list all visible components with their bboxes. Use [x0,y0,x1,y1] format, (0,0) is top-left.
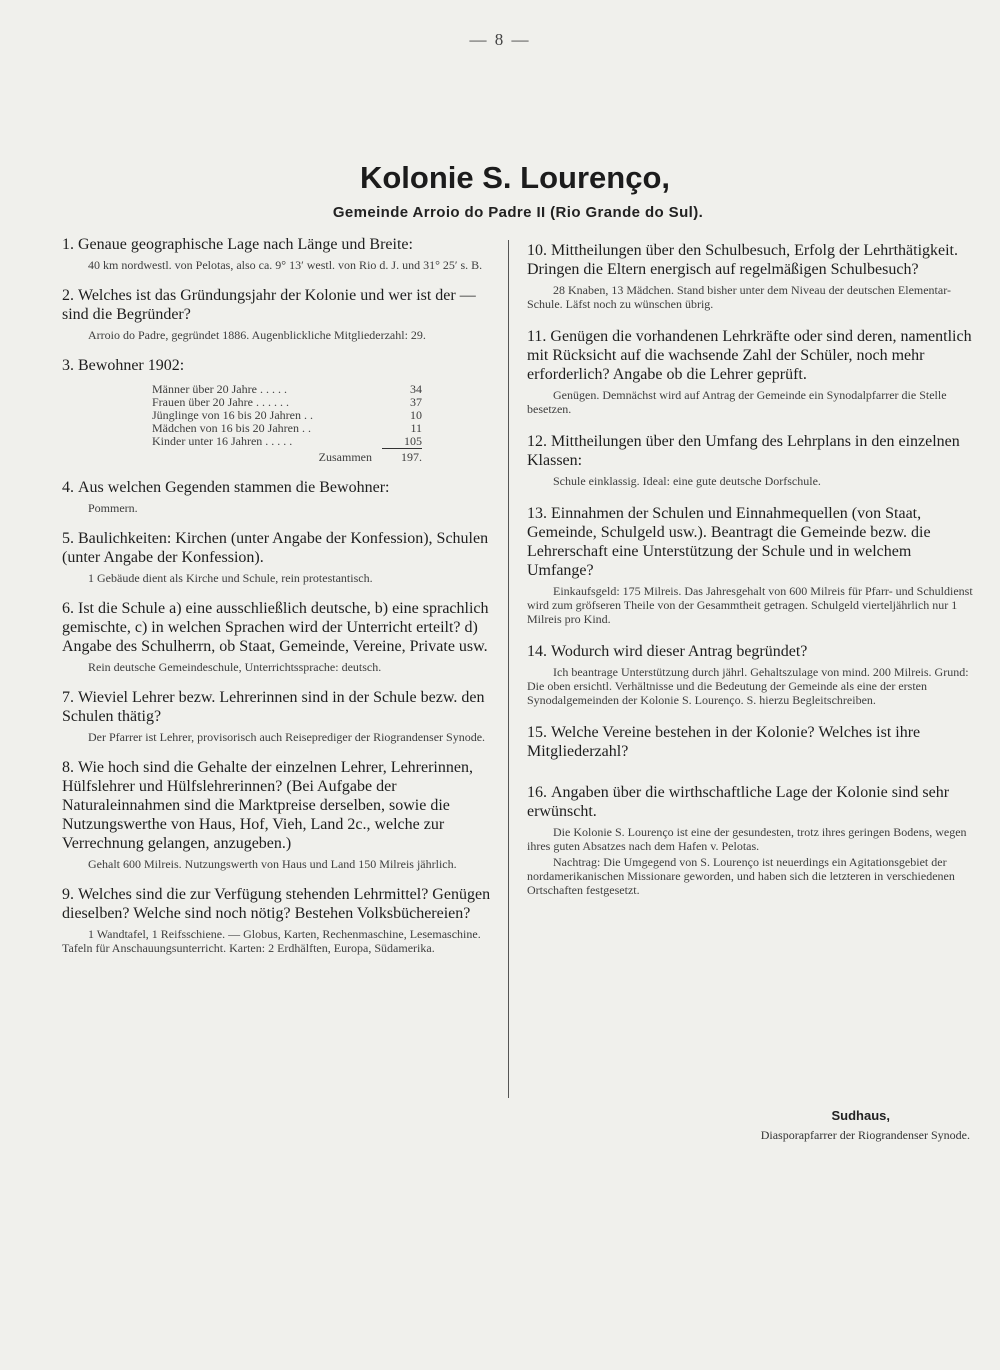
question-text: 5. Baulichkeiten: Kirchen (unter Angabe der Konfession), Schulen (unter Angabe der Konfession). [62,530,489,566]
question-text: 4. Aus welchen Gegenden stammen die Bewohner: [62,479,390,496]
answer-text: 1 Gebäude dient als Kirche und Schule, rein protestantisch. [88,571,373,585]
question-text: 15. Welche Vereine bestehen in der Kolonie? Welches ist ihre Mitgliederzahl? [527,724,921,760]
column-divider [508,240,509,1098]
population-row: Frauen über 20 Jahre . . . . . . 37 [152,395,422,409]
question-text: 14. Wodurch wird dieser Antrag begründet? [527,643,808,660]
question-2 [62,286,502,342]
answer-text: 40 km nordwestl. von Pelotas, also ca. 9° 13′ westl. von Rio d. J. und 31° 25′ s. B. [88,258,483,272]
population-row: Jünglinge von 16 bis 20 Jahren . . 10 [152,408,422,422]
answer-text: Ich beantrage Unterstützung durch jährl. Gehaltszulage von mind. 200 Milreis. Grund: Die oben ersichtl. Verhältnisse und die Bedeutung der Gemeinde als eine der ersten Synodalgemeinden der Kolonie S. Lourenço. S. hierzu Begleitschreiben. [527,665,969,707]
question-text: 6. Ist die Schule a) eine ausschließlich deutsche, b) eine sprachlich gemischte, c) in welchen Sprachen wird der Unterricht erteilt? d) Angabe des Schulherrn, ob Staat, Gemeinde, Vereine, Private usw. [62,600,489,655]
right-column [527,241,977,897]
question-13 [527,504,977,626]
answer-text: Pommern. [88,501,138,515]
answer-text: 1 Wandtafel, 1 Reifsschiene. — Globus, Karten, Rechenmaschine, Lesemaschine. Tafeln für Anschauungsunterricht. Karten: 2 Erdhälften, Europa, Südamerika. [62,927,481,955]
population-row: Mädchen von 16 bis 20 Jahren . . 11 [152,421,422,435]
question-text: 10. Mittheilungen über den Schulbesuch, Erfolg der Lehrthätigkeit. Dringen die Eltern energisch auf regelmäßigen Schulbesuch? [527,242,958,278]
population-row: Männer über 20 Jahre . . . . . 34 [152,382,422,396]
population-row: Kinder unter 16 Jahren . . . . . 105 [152,434,422,449]
question-text: 7. Wieviel Lehrer bezw. Lehrerinnen sind in der Schule bezw. den Schulen thätig? [62,689,485,725]
page-number: — 8 — [469,30,531,49]
question-text: 11. Genügen die vorhandenen Lehrkräfte oder sind deren, namentlich mit Rücksicht auf die wachsende Zahl der Schüler, noch mehr erforderlich? Angabe ob die Lehrer geprüft. [527,328,972,383]
question-7 [62,688,502,744]
question-text: 2. Welches ist das Gründungsjahr der Kolonie und wer ist der — sind die Begründer? [62,287,476,323]
answer-text: Der Pfarrer ist Lehrer, provisorisch auch Reiseprediger der Riograndenser Synode. [88,730,486,744]
population-table [152,383,422,464]
question-14 [527,642,977,707]
question-8 [62,758,502,871]
question-text: 13. Einnahmen der Schulen und Einnahmequellen (von Staat, Gemeinde, Schulgeld usw.). Beantragt die Gemeinde bezw. die Lehrerschaft eine Unterstützung der Schule und in welchem Umfange? [527,505,931,579]
question-11 [527,327,977,416]
answer-text: Gehalt 600 Milreis. Nutzungswerth von Haus und Land 150 Milreis jährlich. [88,857,457,871]
question-text: 16. Angaben über die wirthschaftliche Lage der Kolonie sind sehr erwünscht. [527,784,950,820]
answer-text: Einkaufsgeld: 175 Milreis. Das Jahresgehalt von 600 Milreis für Pfarr- und Schuldienst wird zum gröfseren Theile von der Gesammtheit getragen. Schulgeld vierteljährlich nur 1 Milreis pro Kind. [527,584,973,626]
answer-addendum: Nachtrag: Die Umgegend von S. Lourenço ist neuerdings ein Agitationsgebiet der nordamerikanischen Missionare geworden, und haben sich die letzteren in verschiedenen Ortschaften festgesetzt. [527,855,955,897]
question-15 [527,723,977,761]
signature-role: Diasporapfarrer der Riograndenser Synode. [760,1128,970,1142]
question-text: 8. Wie hoch sind die Gehalte der einzelnen Lehrer, Lehrerinnen, Hülfslehrer und Hülfslehrerinnen? (Bei Aufgabe der Naturaleinnahmen sind die Marktpreise derselben, sowie die Nutzungswerthe von Haus, Hof, Vieh, Land 2c., welche zur Verrechnung gelangen, anzugeben.) [62,759,473,852]
answer-text: Genügen. Demnächst wird auf Antrag der Gemeinde ein Synodalpfarrer die Stelle besetzen. [527,388,947,416]
question-1 [62,235,502,272]
question-6 [62,599,502,674]
answer-text: Rein deutsche Gemeindeschule, Unterrichtssprache: deutsch. [88,660,382,674]
question-text: 9. Welches sind die zur Verfügung stehenden Lehrmittel? Genügen dieselben? Welche sind noch nötig? Bestehen Volksbüchereien? [62,886,491,922]
population-total-row: Zusammen 197. [318,449,422,464]
answer-text: Arroio do Padre, gegründet 1886. Augenblickliche Mitgliederzahl: 29. [88,328,426,342]
question-4 [62,478,502,515]
question-3 [62,356,502,464]
page-subtitle: Gemeinde Arroio do Padre II (Rio Grande do Sul). [332,204,704,221]
question-5 [62,529,502,585]
question-10 [527,241,977,311]
page-title: Kolonie S. Lourenço, [359,160,670,195]
question-9 [62,885,502,955]
answer-text: Schule einklassig. Ideal: eine gute deutsche Dorfschule. [553,474,821,488]
question-text: 1. Genaue geographische Lage nach Länge und Breite: [62,236,413,253]
question-16 [527,783,977,897]
answer-text: 28 Knaben, 13 Mädchen. Stand bisher unter dem Niveau der deutschen Elementar-Schule. Läfst noch zu wünschen übrig. [527,283,951,311]
answer-text: Die Kolonie S. Lourenço ist eine der gesundesten, trotz ihres geringen Bodens, wegen ihres guten Absatzes nach dem Hafen v. Pelotas. [527,825,967,853]
question-text: 12. Mittheilungen über den Umfang des Lehrplans in den einzelnen Klassen: [527,433,960,469]
question-12 [527,432,977,488]
question-text: 3. Bewohner 1902: [62,357,185,374]
left-column [62,235,502,955]
signature-name: Sudhaus, [831,1108,890,1123]
